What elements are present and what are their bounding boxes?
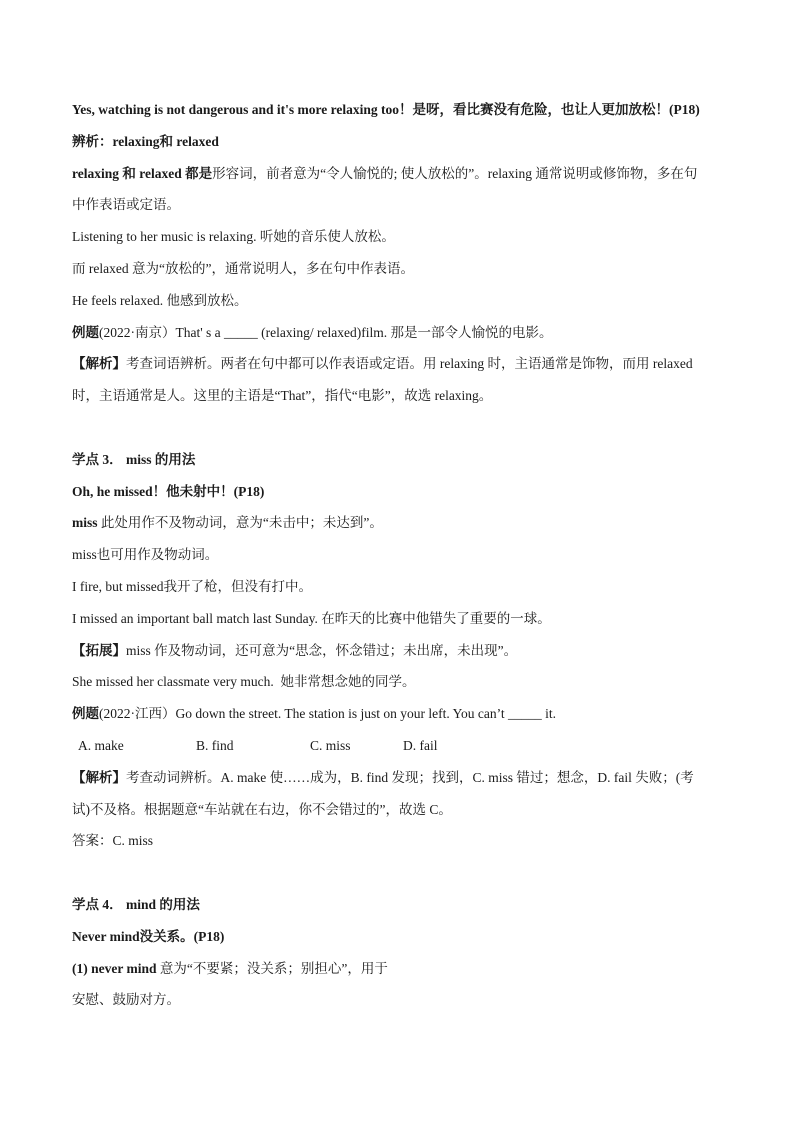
relaxed-note: 而 relaxed 意为“放松的”，通常说明人，多在句中作表语。 bbox=[72, 260, 414, 276]
solution-miss bbox=[72, 762, 762, 794]
example-relaxing: Listening to her music is relaxing. 听她的音乐使人放松。 bbox=[72, 229, 395, 245]
solution-label: 【解析】 bbox=[72, 769, 126, 785]
miss-transitive-note: miss也可用作及物动词。 bbox=[72, 547, 219, 563]
example-relaxed: He feels relaxed. 他感到放松。 bbox=[72, 292, 248, 308]
spacer bbox=[72, 857, 762, 889]
exercise-label: 例题 bbox=[72, 324, 99, 340]
extension-text: miss 作及物动词，还可意为“思念，怀念错过；未出席，未出现”。 bbox=[126, 642, 518, 658]
miss-usage-bold: miss bbox=[72, 515, 98, 531]
miss-extension bbox=[72, 635, 762, 667]
mind-usage-continued: 安慰、鼓励对方。 bbox=[72, 992, 180, 1008]
exercise-label: 例题 bbox=[72, 706, 99, 722]
exercise-miss bbox=[72, 698, 762, 730]
exercise-question: (2022·南京）That' s a _____ (relaxing/ relaxed)film. 那是一部令人愉悦的电影。 bbox=[99, 324, 553, 340]
solution-miss-continued: 试)不及格。根据题意“车站就在右边，你不会错过的”，故选 C。 bbox=[72, 801, 452, 817]
miss-example-2: I missed an important ball match last Sunday. 在昨天的比赛中他错失了重要的一球。 bbox=[72, 610, 551, 626]
explanation-line-continued: 中作表语或定语。 bbox=[72, 197, 180, 213]
solution-text: 考查动词辨析。A. make 使……成为，B. find 发现；找到，C. miss 错过；想念，D. fail 失败；(考 bbox=[126, 769, 694, 785]
exercise-relaxing bbox=[72, 317, 762, 349]
option-b: B. find bbox=[196, 737, 234, 753]
answer-options bbox=[72, 730, 762, 762]
miss-usage-text: 此处用作不及物动词，意为“未击中；未达到”。 bbox=[97, 515, 383, 531]
extension-label: 【拓展】 bbox=[72, 642, 126, 658]
exercise-question: (2022·江西）Go down the street. The station is just on your left. You can’t _____ it. bbox=[99, 706, 556, 722]
miss-usage bbox=[72, 507, 762, 539]
solution-text: 考查词语辨析。两者在句中都可以作表语或定语。用 relaxing 时，主语通常是饰物，而用 relaxed bbox=[126, 356, 693, 372]
explanation-text: 形容词，前者意为“令人愉悦的; 使人放松的”。relaxing 通常说明或修饰物，多在句 bbox=[212, 165, 698, 181]
explanation-line bbox=[72, 158, 762, 190]
solution-relaxing bbox=[72, 348, 762, 380]
miss-example-3: She missed her classmate very much. 她非常想念她的同学。 bbox=[72, 674, 416, 690]
heading-mind: 学点 4． mind 的用法 bbox=[72, 896, 200, 912]
key-sentence-miss: Oh, he missed！他未射中！(P18) bbox=[72, 483, 265, 499]
key-sentence-mind: Never mind没关系。(P18) bbox=[72, 928, 225, 944]
solution-label: 【解析】 bbox=[72, 356, 126, 372]
option-a: A. make bbox=[78, 737, 124, 753]
miss-example-1: I fire, but missed我开了枪，但没有打中。 bbox=[72, 578, 312, 594]
spacer bbox=[72, 412, 762, 444]
solution-relaxing-continued: 时，主语通常是人。这里的主语是“That”，指代“电影”，故选 relaxing。 bbox=[72, 388, 493, 404]
mind-usage bbox=[72, 953, 762, 985]
option-c: C. miss bbox=[310, 737, 351, 753]
answer-miss: 答案：C. miss bbox=[72, 833, 154, 849]
mind-usage-text: 意为“不要紧；没关系；别担心”，用于 bbox=[156, 960, 388, 976]
explanation-bold: relaxing 和 relaxed 都是 bbox=[72, 165, 213, 181]
option-d: D. fail bbox=[403, 737, 438, 753]
analysis-title: 辨析：relaxing和 relaxed bbox=[72, 133, 219, 149]
heading-miss: 学点 3． miss 的用法 bbox=[72, 451, 196, 467]
key-sentence-relaxing: Yes, watching is not dangerous and it's more relaxing too！是呀，看比赛没有危险，也让人更加放松！(P18) bbox=[72, 102, 700, 117]
mind-usage-bold: (1) never mind bbox=[72, 960, 157, 976]
